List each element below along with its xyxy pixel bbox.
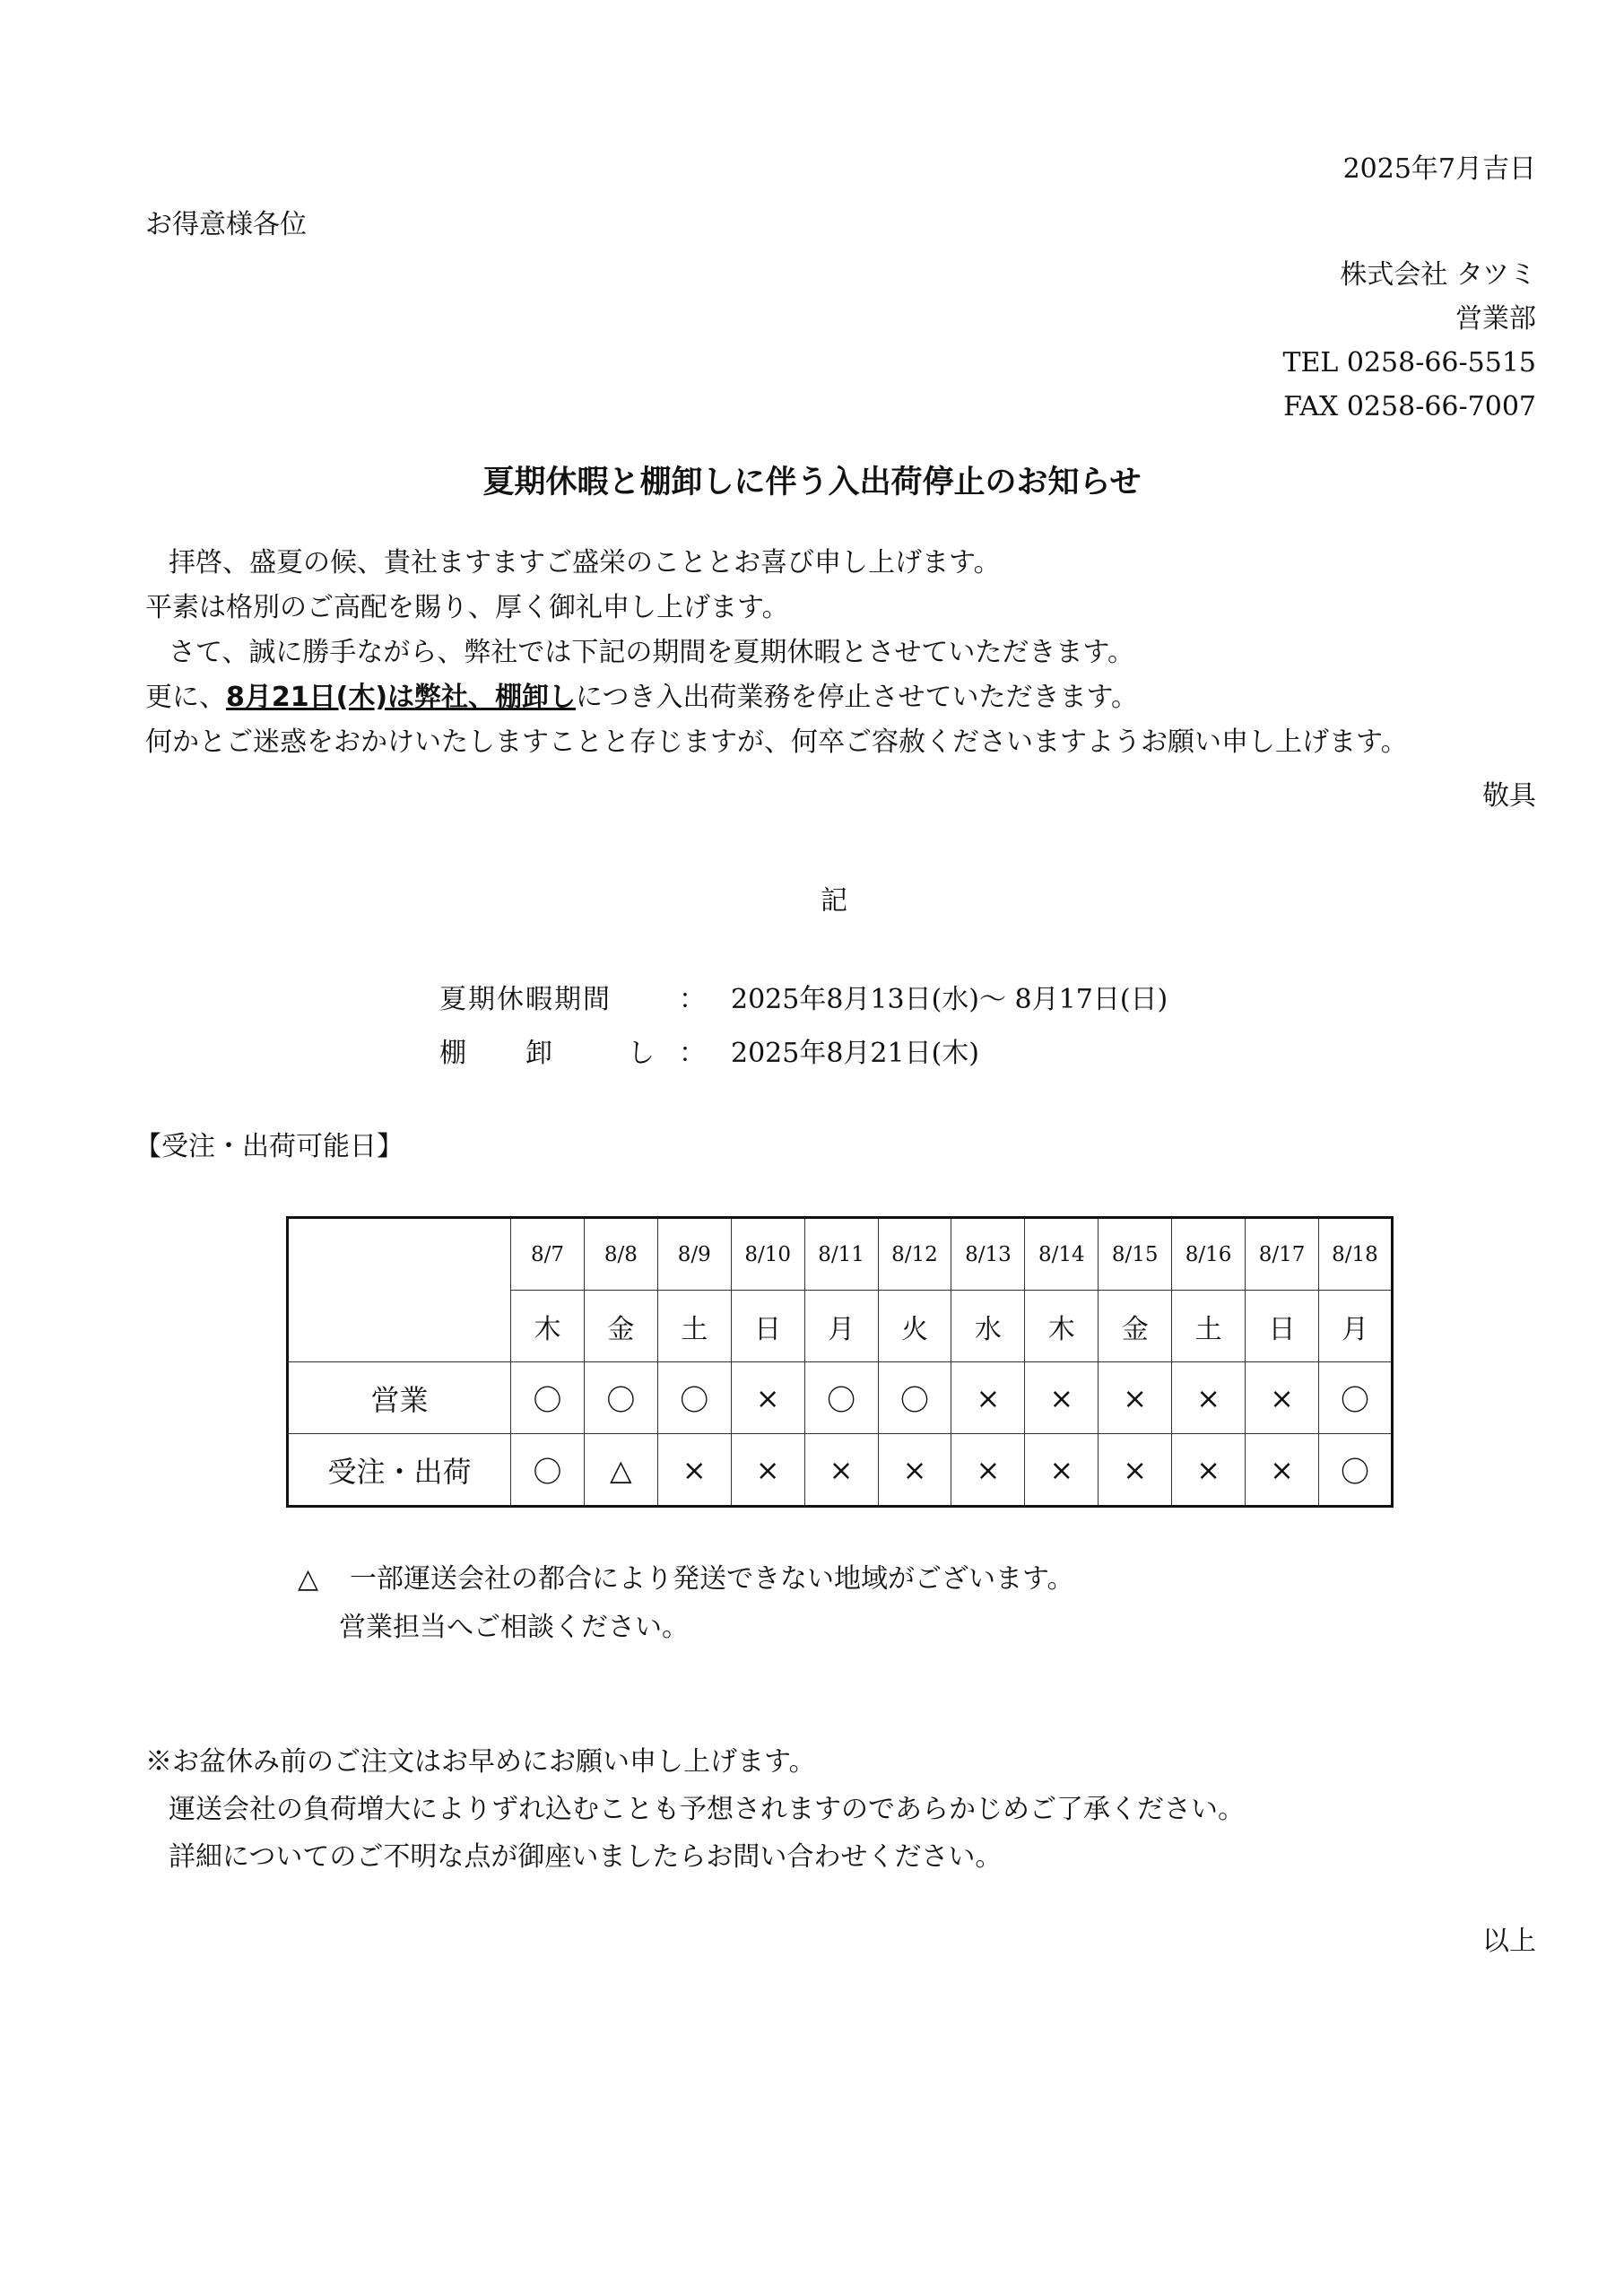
date-cell: 8/14	[1025, 1218, 1099, 1291]
date-cell: 8/9	[657, 1218, 731, 1291]
weekday-cell: 木	[511, 1291, 585, 1362]
footnote-line-2: 営業担当へご相談ください。	[339, 1612, 689, 1643]
weekday-cell: 日	[731, 1291, 804, 1362]
status-mark: 〇	[804, 1362, 878, 1434]
status-mark: 〇	[878, 1362, 951, 1434]
date-cell: 8/8	[584, 1218, 657, 1291]
body-line-4-post: につき入出荷業務を停止させていただきます。	[576, 682, 1139, 713]
status-mark: ×	[1099, 1362, 1172, 1434]
status-mark: ×	[731, 1362, 804, 1434]
inventory-label-3: し	[628, 1038, 655, 1069]
body-line-5: 何かとご迷惑をおかけいたしますことと存じますが、何卒ご容赦くださいますようお願い申し上げます。	[145, 726, 1408, 758]
status-mark: 〇	[1318, 1434, 1392, 1507]
document-date: 2025年7月吉日	[1342, 153, 1536, 185]
status-mark: ×	[1099, 1434, 1172, 1507]
recipient: お得意様各位	[145, 209, 307, 240]
company-name: 株式会社 タツミ	[1340, 259, 1536, 291]
status-mark: ×	[1246, 1362, 1319, 1434]
note-line-1: ※お盆休み前のご注文はお早めにお願い申し上げます。	[145, 1746, 816, 1778]
date-cell: 8/11	[804, 1218, 878, 1291]
status-mark: ×	[1246, 1434, 1319, 1507]
status-mark: ×	[1172, 1362, 1246, 1434]
body-line-3: さて、誠に勝手ながら、弊社では下記の期間を夏期休暇とさせていただきます。	[169, 637, 1134, 668]
status-mark: ×	[804, 1434, 878, 1507]
status-mark: △	[584, 1434, 657, 1507]
schedule-heading: 【受注・出荷可能日】	[135, 1131, 404, 1162]
schedule-table	[286, 1216, 1394, 1508]
footnote-line-1: 一部運送会社の都合により発送できない地域がございます。	[350, 1563, 1074, 1595]
weekday-cell: 金	[584, 1291, 657, 1362]
note-line-3: 詳細についてのご不明な点が御座いましたらお問い合わせください。	[169, 1841, 1003, 1873]
status-mark: 〇	[584, 1362, 657, 1434]
holiday-colon: ：	[679, 984, 706, 1015]
weekday-cell: 木	[1025, 1291, 1099, 1362]
weekday-cell: 土	[657, 1291, 731, 1362]
table-row	[288, 1362, 1393, 1434]
inventory-colon: ：	[679, 1038, 706, 1069]
date-cell: 8/18	[1318, 1218, 1392, 1291]
date-cell: 8/10	[731, 1218, 804, 1291]
date-cell: 8/7	[511, 1218, 585, 1291]
table-row-dates	[288, 1218, 1393, 1291]
weekday-cell: 水	[951, 1291, 1025, 1362]
status-mark: ×	[951, 1362, 1025, 1434]
triangle-symbol: △	[298, 1563, 319, 1595]
weekday-cell: 月	[1318, 1291, 1392, 1362]
status-mark: ×	[1025, 1434, 1099, 1507]
status-mark: 〇	[1318, 1362, 1392, 1434]
date-cell: 8/15	[1099, 1218, 1172, 1291]
status-mark: ×	[657, 1434, 731, 1507]
weekday-cell: 日	[1246, 1291, 1319, 1362]
weekday-cell: 土	[1172, 1291, 1246, 1362]
status-mark: ×	[1172, 1434, 1246, 1507]
body-line-4-pre: 更に、	[145, 682, 226, 713]
ki-heading: 記	[821, 885, 847, 917]
weekday-cell: 月	[804, 1291, 878, 1362]
weekday-cell: 金	[1099, 1291, 1172, 1362]
row-label: 受注・出荷	[288, 1434, 511, 1507]
inventory-label-2: 卸	[525, 1038, 552, 1069]
inventory-emphasis: 8月21日(木)は弊社、棚卸し	[226, 682, 577, 713]
row-label: 営業	[288, 1362, 511, 1434]
date-cell: 8/16	[1172, 1218, 1246, 1291]
closing-keigu: 敬具	[1482, 780, 1536, 812]
status-mark: 〇	[511, 1434, 585, 1507]
holiday-label: 夏期休暇期間	[439, 984, 612, 1015]
status-mark: ×	[878, 1434, 951, 1507]
body-line-2: 平素は格別のご高配を賜り、厚く御礼申し上げます。	[145, 592, 789, 623]
weekday-cell: 火	[878, 1291, 951, 1362]
body-line-1: 拝啓、盛夏の候、貴社ますますご盛栄のこととお喜び申し上げます。	[169, 547, 1001, 578]
table-row	[288, 1434, 1393, 1507]
tel-number: TEL 0258-66-5515	[1282, 347, 1536, 378]
date-cell: 8/13	[951, 1218, 1025, 1291]
inventory-label-1: 棚	[439, 1038, 466, 1069]
page-title: 夏期休暇と棚卸しに伴う入出荷停止のお知らせ	[482, 465, 1142, 500]
table-corner-cell	[288, 1218, 511, 1362]
holiday-period: 2025年8月13日(水)～ 8月17日(日)	[731, 984, 1168, 1015]
status-mark: ×	[731, 1434, 804, 1507]
status-mark: 〇	[657, 1362, 731, 1434]
status-mark: ×	[951, 1434, 1025, 1507]
status-mark: ×	[1025, 1362, 1099, 1434]
inventory-date: 2025年8月21日(木)	[731, 1038, 980, 1069]
end-ijou: 以上	[1482, 1926, 1536, 1957]
status-mark: 〇	[511, 1362, 585, 1434]
body-line-4	[145, 684, 1138, 711]
date-cell: 8/12	[878, 1218, 951, 1291]
date-cell: 8/17	[1246, 1218, 1319, 1291]
fax-number: FAX 0258-66-7007	[1283, 391, 1536, 422]
note-line-2: 運送会社の負荷増大によりずれ込むことも予想されますのであらかじめご了承ください。	[169, 1794, 1245, 1825]
department: 営業部	[1455, 303, 1536, 335]
